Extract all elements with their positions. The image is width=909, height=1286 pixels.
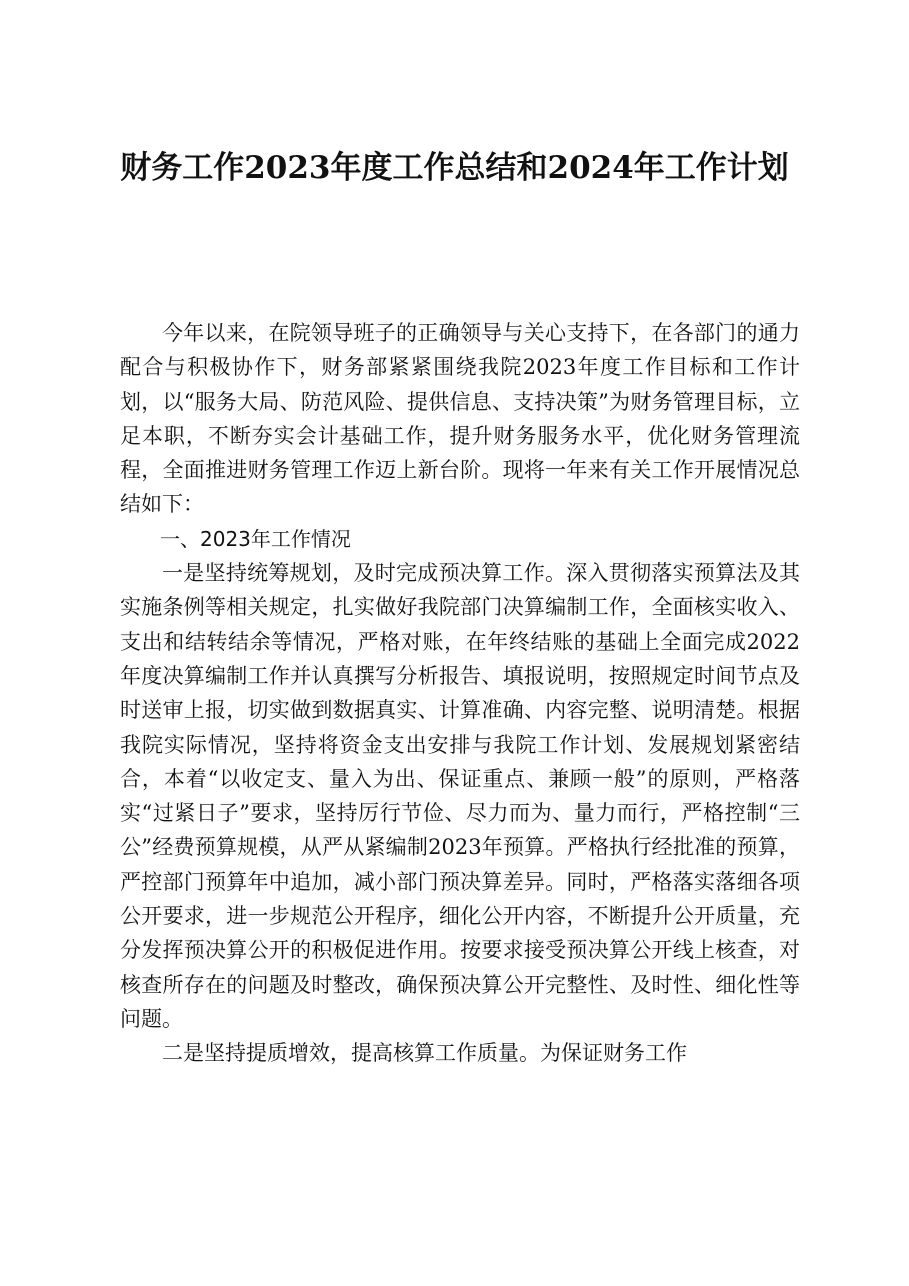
document-body	[120, 316, 800, 1071]
intro-paragraph: 今年以来，在院领导班子的正确领导与关心支持下，在各部门的通力配合与积极协作下，财务部紧紧围绕我院2023年度工作目标和工作计划，以“服务大局、防范风险、提供信息、支持决策”为财务管理目标，立足本职，不断夯实会计基础工作，提升财务服务水平，优化财务管理流程，全面推进财务管理工作迈上新台阶。现将一年来有关工作开展情况总结如下：	[120, 321, 800, 517]
section-heading: 一、2023年工作情况	[160, 526, 351, 551]
document-title: 财务工作2023年度工作总结和2024年工作计划	[120, 150, 789, 186]
point-two-paragraph: 二是坚持提质增效，提高核算工作质量。为保证财务工作	[162, 1041, 687, 1066]
point-one-paragraph: 一是坚持统筹规划，及时完成预决算工作。深入贯彻落实预算法及其实施条例等相关规定，扎实做好我院部门决算编制工作，全面核实收入、支出和结转结余等情况，严格对账，在年终结账的基础上全面完成2022年度决算编制工作并认真撰写分析报告、填报说明，按照规定时间节点及时送审上报，切实做到数据真实、计算准确、内容完整、说明清楚。根据我院实际情况，坚持将资金支出安排与我院工作计划、发展规划紧密结合，本着“以收定支、量入为出、保证重点、兼顾一般”的原则，严格落实“过紧日子”要求，坚持厉行节俭、尽力而为、量力而行，严格控制“三公”经费预算规模，从严从紧编制2023年预算。严格执行经批准的预算，严控部门预算年中追加，减小部门预决算差异。同时，严格落实落细各项公开要求，进一步规范公开程序，细化公开内容，不断提升公开质量，充分发挥预决算公开的积极促进作用。按要求接受预决算公开线上核查，对核查所存在的问题及时整改，确保预决算公开完整性、及时性、细化性等问题。	[120, 561, 800, 1031]
